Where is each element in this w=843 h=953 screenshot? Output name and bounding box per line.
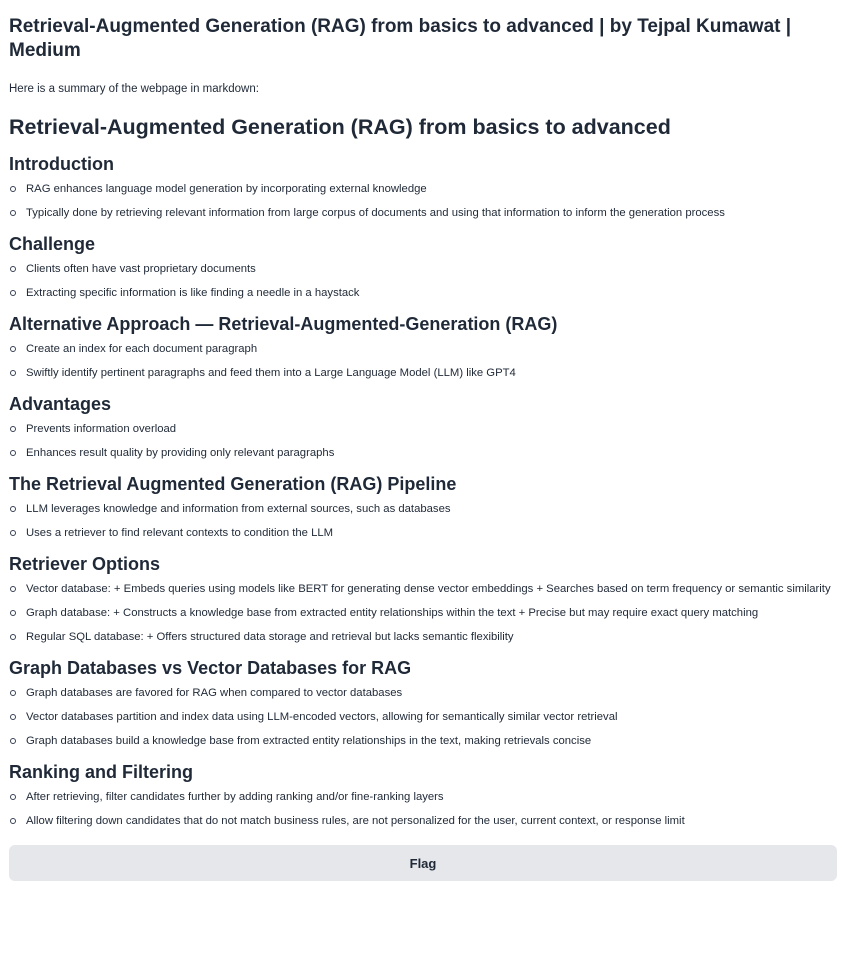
list-item-text: Graph database: + Constructs a knowledge base from extracted entity relationships within the text + Precise but may require exact query matching <box>26 607 759 619</box>
section-heading: The Retrieval Augmented Generation (RAG) Pipeline <box>9 474 457 494</box>
section-advantages <box>9 382 834 462</box>
bullet-icon <box>10 370 16 376</box>
bullet-icon <box>10 714 16 720</box>
bullet-icon <box>10 610 16 616</box>
section-retriever-options <box>9 542 834 646</box>
bullet-icon <box>10 426 16 432</box>
list-item-text: Regular SQL database: + Offers structured data storage and retrieval but lacks semantic flexibility <box>26 631 514 643</box>
bullet-icon <box>10 690 16 696</box>
bullet-icon <box>10 346 16 352</box>
bullet-icon <box>10 586 16 592</box>
section-heading: Ranking and Filtering <box>9 762 194 782</box>
section-heading: Retriever Options <box>9 554 161 574</box>
bullet-icon <box>10 450 16 456</box>
list-item-text: RAG enhances language model generation by incorporating external knowledge <box>26 183 427 195</box>
bullet-icon <box>10 186 16 192</box>
list-item-text: Graph databases are favored for RAG when compared to vector databases <box>26 687 403 699</box>
bullet-list <box>9 420 834 462</box>
bullet-icon <box>10 506 16 512</box>
section-graph-vs-vector <box>9 646 834 750</box>
list-item <box>9 444 834 462</box>
list-item <box>9 788 834 806</box>
section-rag-pipeline <box>9 462 834 542</box>
list-item-text: Graph databases build a knowledge base from extracted entity relationships in the text, making retrievals concise <box>26 735 592 747</box>
bullet-list <box>9 788 834 830</box>
bullet-icon <box>10 530 16 536</box>
section-heading: Graph Databases vs Vector Databases for RAG <box>9 658 412 678</box>
bullet-icon <box>10 266 16 272</box>
list-item <box>9 524 834 542</box>
bullet-icon <box>10 794 16 800</box>
list-item <box>9 812 834 830</box>
list-item <box>9 628 834 646</box>
list-item <box>9 204 834 222</box>
flag-button[interactable]: Flag <box>9 845 837 881</box>
section-introduction <box>9 142 834 222</box>
list-item <box>9 684 834 702</box>
list-item-text: LLM leverages knowledge and information from external sources, such as databases <box>26 503 451 515</box>
list-item <box>9 340 834 358</box>
section-alternative-approach <box>9 302 834 382</box>
list-item-text: Uses a retriever to find relevant contexts to condition the LLM <box>26 527 334 539</box>
list-item-text: Prevents information overload <box>26 423 177 435</box>
section-heading: Introduction <box>9 154 114 174</box>
section-heading: Challenge <box>9 234 96 254</box>
list-item <box>9 500 834 518</box>
bullet-icon <box>10 818 16 824</box>
list-item <box>9 180 834 198</box>
list-item <box>9 364 834 382</box>
section-challenge <box>9 222 834 302</box>
intro-text: Here is a summary of the webpage in markdown: <box>9 83 259 95</box>
bullet-list <box>9 500 834 542</box>
list-item <box>9 732 834 750</box>
list-item <box>9 708 834 726</box>
list-item <box>9 420 834 438</box>
bullet-icon <box>10 738 16 744</box>
document-title: Retrieval-Augmented Generation (RAG) from basics to advanced <box>9 115 671 139</box>
list-item <box>9 284 834 302</box>
list-item-text: Vector databases partition and index data using LLM-encoded vectors, allowing for semantically similar vector retrieval <box>26 711 618 723</box>
list-item <box>9 260 834 278</box>
list-item <box>9 580 834 598</box>
list-item <box>9 604 834 622</box>
bullet-list <box>9 580 834 646</box>
list-item-text: After retrieving, filter candidates further by adding ranking and/or fine-ranking layers <box>26 791 444 803</box>
list-item-text: Vector database: + Embeds queries using models like BERT for generating dense vector embeddings + Searches based on term frequency or semantic similarity <box>26 583 831 595</box>
bullet-icon <box>10 290 16 296</box>
bullet-icon <box>10 634 16 640</box>
list-item-text: Typically done by retrieving relevant information from large corpus of documents and using that information to inform the generation process <box>26 207 725 219</box>
list-item-text: Clients often have vast proprietary documents <box>26 263 256 275</box>
list-item-text: Swiftly identify pertinent paragraphs and feed them into a Large Language Model (LLM) like GPT4 <box>26 367 516 379</box>
bullet-list <box>9 260 834 302</box>
page-title: Retrieval-Augmented Generation (RAG) from basics to advanced | by Tejpal Kumawat | Medium <box>9 16 792 61</box>
section-heading: Advantages <box>9 394 112 414</box>
bullet-list <box>9 340 834 382</box>
list-item-text: Extracting specific information is like finding a needle in a haystack <box>26 287 360 299</box>
list-item-text: Enhances result quality by providing only relevant paragraphs <box>26 447 335 459</box>
list-item-text: Create an index for each document paragraph <box>26 343 258 355</box>
list-item-text: Allow filtering down candidates that do not match business rules, are not personalized for the user, current context, or response limit <box>26 815 685 827</box>
section-ranking-filtering <box>9 750 834 830</box>
section-heading: Alternative Approach — Retrieval-Augmented-Generation (RAG) <box>9 314 558 334</box>
bullet-list <box>9 684 834 750</box>
bullet-list <box>9 180 834 222</box>
bullet-icon <box>10 210 16 216</box>
